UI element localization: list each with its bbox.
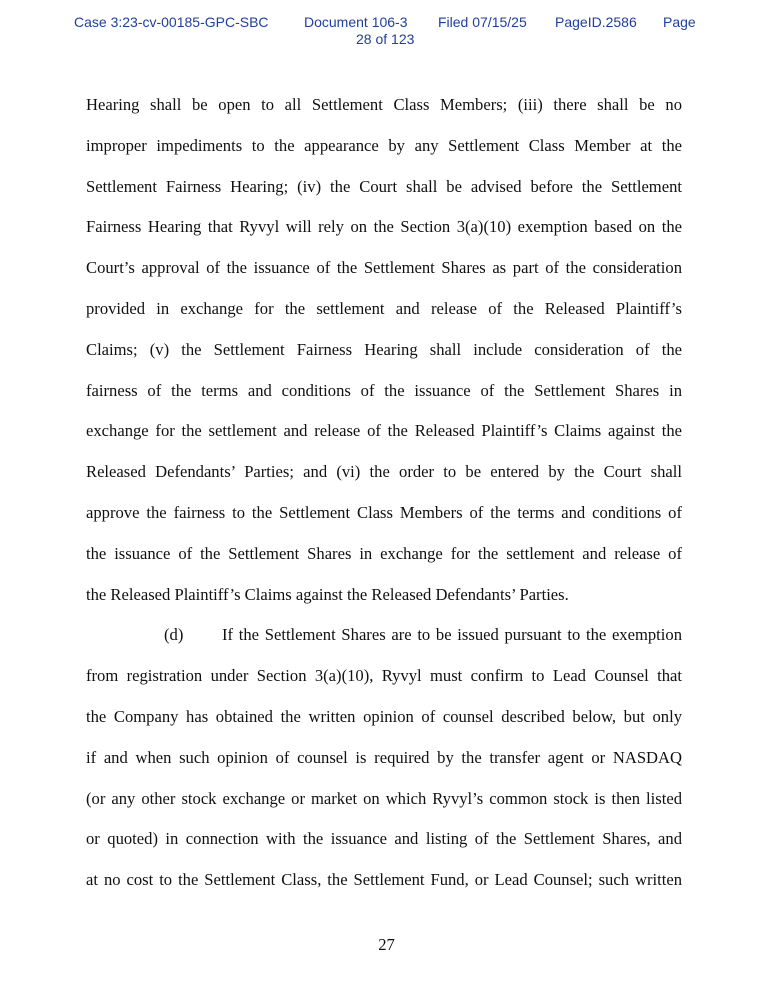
page-number: 27 bbox=[378, 935, 395, 954]
filed-date: Filed 07/15/25 bbox=[438, 14, 527, 30]
body-line: the Released Plaintiff’s Claims against the Released Defendants’ Parties. bbox=[86, 584, 569, 604]
page-label: Page bbox=[663, 14, 696, 30]
ecf-filing-header bbox=[0, 14, 773, 54]
body-line: approve the fairness to the Settlement Class Members of the terms and conditions of bbox=[86, 502, 682, 522]
body-line: Fairness Hearing that Ryvyl will rely on the Section 3(a)(10) exemption based on the bbox=[86, 217, 682, 237]
body-line: exchange for the settlement and release of the Released Plaintiff’s Claims against the bbox=[86, 421, 682, 441]
paragraph-d-label: (d) bbox=[164, 625, 184, 645]
body-line: the issuance of the Settlement Shares in exchange for the settlement and release of bbox=[86, 543, 682, 563]
paragraph-d-first-line bbox=[86, 615, 682, 656]
body-line: Settlement Fairness Hearing; (iv) the Court shall be advised before the Settlement bbox=[86, 176, 682, 196]
body-line: Court’s approval of the issuance of the Settlement Shares as part of the consideration bbox=[86, 258, 682, 278]
paragraph-d-first-text: If the Settlement Shares are to be issued pursuant to the exemption bbox=[222, 625, 682, 645]
body-line: provided in exchange for the settlement and release of the Released Plaintiff’s bbox=[86, 298, 682, 318]
document-page-count: 28 of 123 bbox=[356, 31, 415, 47]
body-line: Hearing shall be open to all Settlement Class Members; (iii) there shall be no bbox=[86, 95, 682, 114]
body-line: or quoted) in connection with the issuance and listing of the Settlement Shares, and bbox=[86, 829, 682, 849]
document-body bbox=[86, 85, 682, 901]
body-line: Released Defendants’ Parties; and (vi) the order to be entered by the Court shall bbox=[86, 462, 682, 482]
body-line: at no cost to the Settlement Class, the Settlement Fund, or Lead Counsel; such written bbox=[86, 870, 682, 890]
body-line: from registration under Section 3(a)(10), Ryvyl must confirm to Lead Counsel that bbox=[86, 666, 682, 686]
body-line: the Company has obtained the written opinion of counsel described below, but only bbox=[86, 706, 682, 726]
body-line: improper impediments to the appearance by any Settlement Class Member at the bbox=[86, 135, 682, 155]
case-number: Case 3:23-cv-00185-GPC-SBC bbox=[74, 14, 269, 30]
body-line: (or any other stock exchange or market on which Ryvyl’s common stock is then listed bbox=[86, 788, 682, 808]
body-line: Claims; (v) the Settlement Fairness Hearing shall include consideration of the bbox=[86, 339, 682, 359]
body-line: fairness of the terms and conditions of the issuance of the Settlement Shares in bbox=[86, 380, 682, 400]
body-line: if and when such opinion of counsel is required by the transfer agent or NASDAQ bbox=[86, 747, 682, 767]
page-id: PageID.2586 bbox=[555, 14, 637, 30]
document-number: Document 106-3 bbox=[304, 14, 408, 30]
